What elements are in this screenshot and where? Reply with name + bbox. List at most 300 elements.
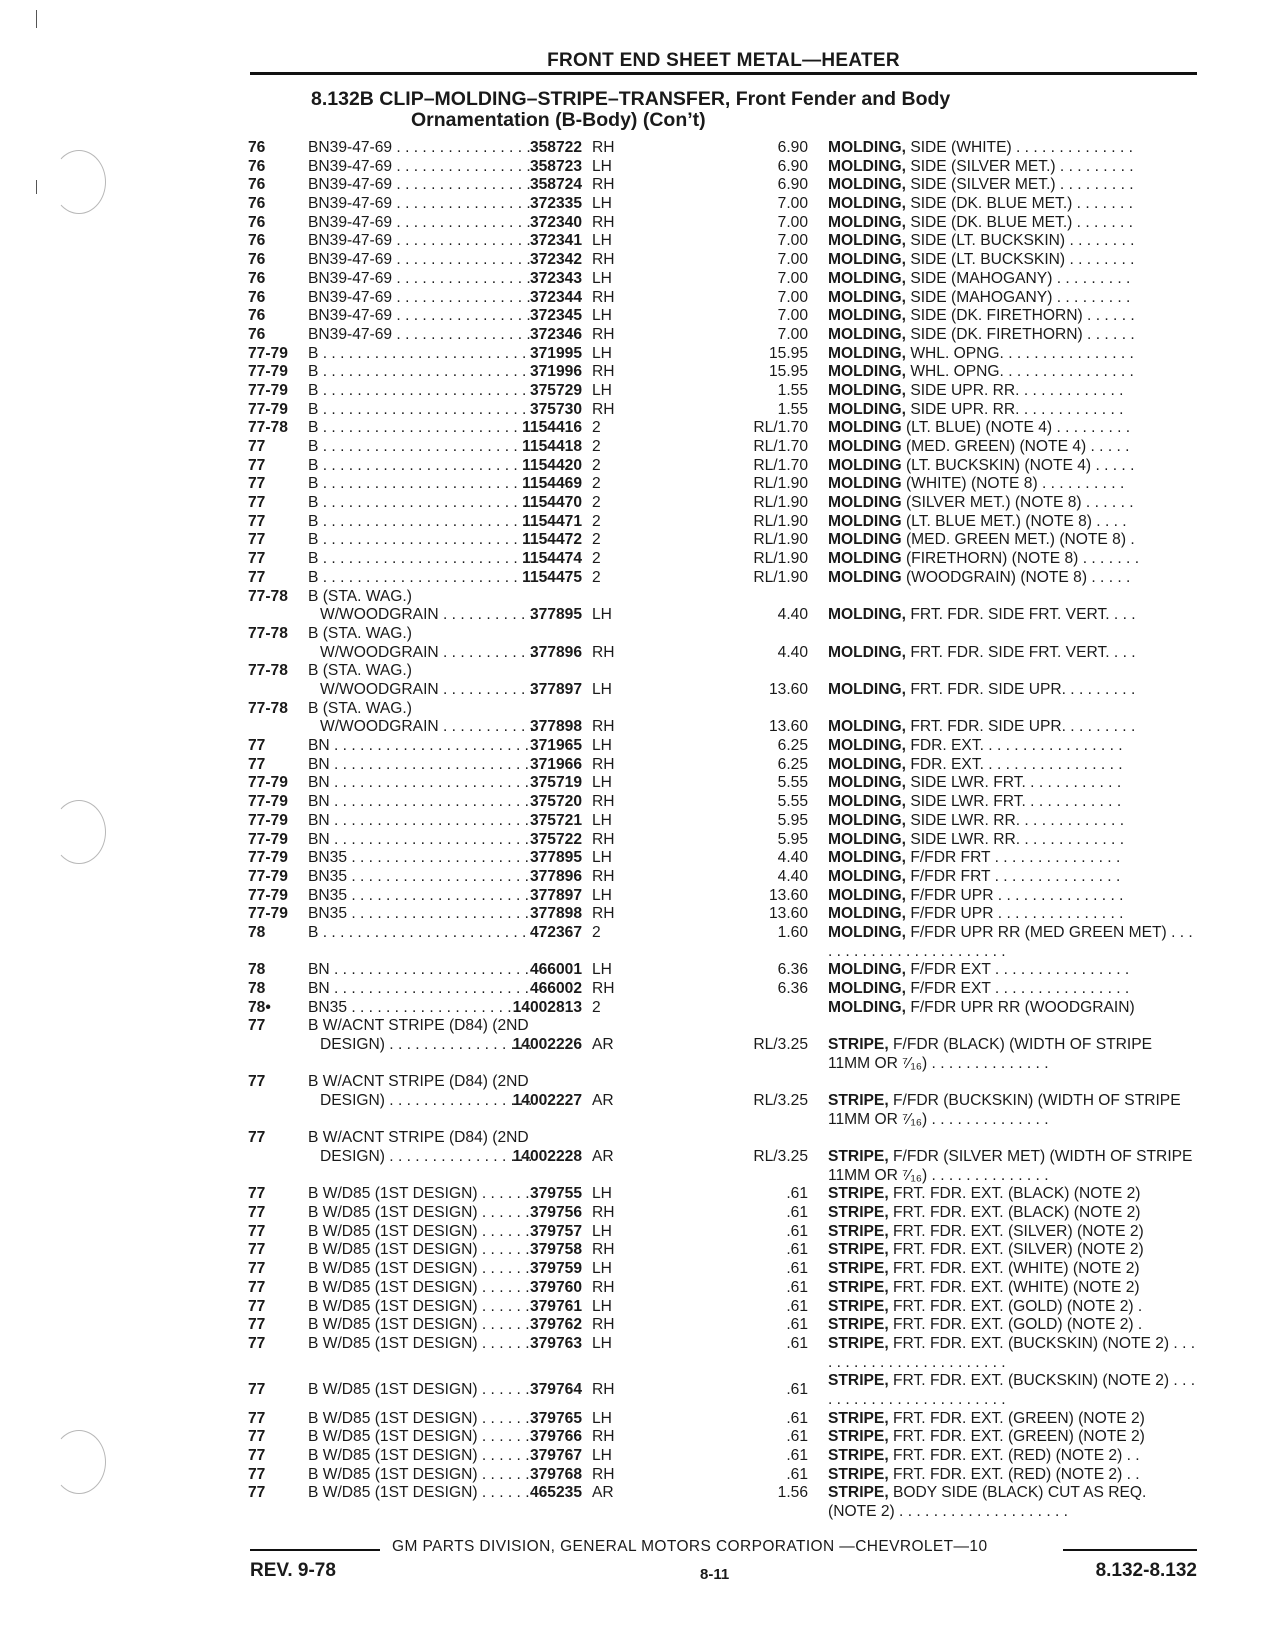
side-cell: RH <box>592 1381 615 1399</box>
item-name: STRIPE, <box>828 1428 889 1446</box>
item-name: MOLDING, <box>828 176 906 194</box>
item-description: FRT. FDR. EXT. (GOLD) (NOTE 2) . <box>893 1316 1143 1334</box>
description-cell <box>828 513 1198 532</box>
side-cell: RH <box>592 251 615 269</box>
price-cell: 7.00 <box>777 195 808 213</box>
side-cell: RH <box>592 1204 615 1222</box>
description-cell <box>828 1279 1198 1298</box>
item-description: WHL. OPNG. . . . . . . . . . . . . . . . <box>910 344 1134 362</box>
price-cell: 5.55 <box>777 793 808 811</box>
model-cell: B W/D85 (1ST DESIGN) . . . . . . <box>308 1316 530 1334</box>
year-cell: 77-79 <box>248 774 288 792</box>
part-number-cell: 375722 <box>529 830 582 848</box>
year-cell: 77 <box>248 1260 266 1278</box>
description-cell <box>828 1204 1198 1223</box>
parts-row <box>248 1316 1198 1335</box>
description-cell <box>828 868 1198 887</box>
item-name: MOLDING, <box>828 905 906 923</box>
item-description: (FIRETHORN) (NOTE 8) . . . . . . . <box>905 550 1140 568</box>
parts-row <box>248 662 1198 699</box>
model-cell: B W/D85 (1ST DESIGN) . . . . . . <box>308 1222 530 1240</box>
side-cell: RH <box>592 718 615 736</box>
price-cell: 4.40 <box>777 849 808 867</box>
part-number-cell: 375721 <box>529 811 582 829</box>
description-cell <box>828 382 1198 401</box>
model-cell: B . . . . . . . . . . . . . . . . . . . . . . . . <box>308 494 527 512</box>
price-cell: .61 <box>786 1222 808 1240</box>
item-description: SIDE (LT. BUCKSKIN) . . . . . . . . <box>910 232 1135 250</box>
item-name: MOLDING, <box>828 774 906 792</box>
side-cell: 2 <box>592 419 601 437</box>
part-number-cell: 1154475 <box>522 568 582 586</box>
description-cell <box>828 718 1198 737</box>
side-cell: LH <box>592 1260 612 1278</box>
model-cell: B . . . . . . . . . . . . . . . . . . . . . . . . <box>308 438 527 455</box>
item-description: FRT. FDR. SIDE FRT. VERT. . . . <box>910 643 1136 661</box>
item-description: FRT. FDR. EXT. (RED) (NOTE 2) . . <box>893 1447 1140 1465</box>
part-number-cell: 379756 <box>529 1204 582 1222</box>
description-cell <box>828 531 1198 550</box>
description-cell <box>828 158 1198 177</box>
side-cell: 2 <box>592 550 601 568</box>
item-description: FRT. FDR. EXT. (RED) (NOTE 2) . . <box>893 1465 1140 1483</box>
part-number-cell: 14002228 <box>512 1148 582 1166</box>
part-number-cell: 375730 <box>529 400 582 418</box>
parts-row <box>248 531 1198 550</box>
item-name: MOLDING, <box>828 643 906 661</box>
year-cell: 77 <box>248 1129 266 1147</box>
year-cell: 77-79 <box>248 363 288 381</box>
price-cell: 7.00 <box>777 232 808 250</box>
parts-row <box>248 1298 1198 1317</box>
side-cell: RH <box>592 1241 615 1259</box>
price-cell: .61 <box>786 1428 808 1446</box>
side-cell: RH <box>592 1316 615 1334</box>
description-cell <box>828 345 1198 364</box>
description-cell <box>828 1447 1198 1466</box>
parts-row <box>248 401 1198 420</box>
item-name: STRIPE, <box>828 1372 889 1390</box>
description-cell <box>828 1223 1198 1242</box>
description-cell <box>828 569 1198 588</box>
item-name: MOLDING, <box>828 269 906 287</box>
page-number: 8-11 <box>700 1566 730 1583</box>
price-cell: 7.00 <box>777 288 808 306</box>
item-name: STRIPE, <box>828 1092 889 1110</box>
model-cell: BN35 . . . . . . . . . . . . . . . . . . . . . <box>308 905 529 923</box>
description-cell <box>828 419 1198 438</box>
part-number-cell: 379766 <box>529 1428 582 1446</box>
part-number-cell: 372340 <box>529 213 582 231</box>
side-cell: LH <box>592 157 612 175</box>
model-cell: BN39-47-69 . . . . . . . . . . . . . . . . <box>308 195 531 213</box>
parts-list <box>248 139 1198 1522</box>
binder-hole <box>52 800 106 864</box>
year-cell: 77 <box>248 1381 266 1399</box>
item-description: SIDE (SILVER MET.) . . . . . . . . . <box>910 176 1134 194</box>
side-cell: LH <box>592 961 612 979</box>
part-number-cell: 379764 <box>529 1381 582 1399</box>
year-cell: 76 <box>248 251 266 269</box>
item-name: STRIPE, <box>828 1185 889 1203</box>
item-description: F/FDR UPR RR (WOODGRAIN) <box>910 998 1135 1016</box>
model-cell: B W/D85 (1ST DESIGN) . . . . . . <box>308 1204 530 1222</box>
price-cell: RL/1.70 <box>753 438 808 455</box>
header-rule <box>250 72 1197 75</box>
side-cell: RH <box>592 325 615 343</box>
model-cell: B (STA. WAG.) <box>308 587 412 605</box>
item-name: STRIPE, <box>828 1297 889 1315</box>
item-description: FRT. FDR. EXT. (BUCKSKIN) (NOTE 2) . . . . . . . . . . . . . . . . . . . . . . . . <box>828 1334 1196 1371</box>
model-cell: B . . . . . . . . . . . . . . . . . . . . . . . . <box>308 363 527 381</box>
model-cell: B . . . . . . . . . . . . . . . . . . . . . . . . <box>308 400 527 418</box>
item-name: STRIPE, <box>828 1316 889 1334</box>
model-cell-continued: W/WOODGRAIN . . . . . . . . . . . <box>320 643 534 661</box>
model-cell: B W/D85 (1ST DESIGN) . . . . . . <box>308 1484 530 1502</box>
parts-row <box>248 1428 1198 1447</box>
model-cell: B W/ACNT STRIPE (D84) (2ND <box>308 1017 529 1035</box>
item-name: MOLDING, <box>828 400 906 418</box>
model-cell: B W/D85 (1ST DESIGN) . . . . . . <box>308 1278 530 1296</box>
parts-row <box>248 270 1198 289</box>
side-cell: RH <box>592 867 615 885</box>
description-cell <box>828 1298 1198 1317</box>
side-cell: RH <box>592 643 615 661</box>
item-name: MOLDING, <box>828 923 906 941</box>
side-cell: LH <box>592 1334 612 1352</box>
side-cell: 2 <box>592 531 601 549</box>
item-description: (LT. BLUE MET.) (NOTE 8) . . . . <box>905 512 1127 530</box>
section-heading-line-1: 8.132B CLIP–MOLDING–STRIPE–TRANSFER, Front Fender and Body <box>311 88 951 110</box>
year-cell: 77 <box>248 568 266 586</box>
item-name: MOLDING, <box>828 325 906 343</box>
side-cell: LH <box>592 1185 612 1203</box>
parts-row <box>248 494 1198 513</box>
part-number-cell: 379767 <box>529 1447 582 1465</box>
item-description: F/FDR UPR . . . . . . . . . . . . . . . <box>910 905 1124 923</box>
item-name: MOLDING, <box>828 288 906 306</box>
year-cell: 77 <box>248 1204 266 1222</box>
year-cell: 77-79 <box>248 344 288 362</box>
description-cell <box>828 849 1198 868</box>
year-cell: 77-78 <box>248 419 288 437</box>
item-description: SIDE LWR. RR. . . . . . . . . . . . . <box>910 830 1125 848</box>
description-cell <box>828 550 1198 569</box>
price-cell: RL/1.90 <box>753 494 808 512</box>
item-description: SIDE UPR. RR. . . . . . . . . . . . . <box>910 381 1124 399</box>
item-name: MOLDING, <box>828 755 906 773</box>
item-description: SIDE LWR. FRT. . . . . . . . . . . . <box>910 793 1122 811</box>
page-title: FRONT END SHEET METAL—HEATER <box>547 50 900 71</box>
part-number-cell: 379755 <box>529 1185 582 1203</box>
side-cell: LH <box>592 232 612 250</box>
description-cell <box>828 494 1198 513</box>
model-cell: BN . . . . . . . . . . . . . . . . . . . . . . . <box>308 961 529 979</box>
item-description: F/FDR (SILVER MET) (WIDTH OF STRIPE 11MM OR ⁷⁄₁₆) . . . . . . . . . . . . . . <box>828 1148 1193 1184</box>
description-cell <box>828 1148 1198 1185</box>
year-cell: 77 <box>248 456 266 474</box>
part-number-cell: 377897 <box>529 680 582 698</box>
price-cell: 4.40 <box>777 606 808 624</box>
description-cell <box>828 363 1198 382</box>
model-cell-continued: DESIGN) . . . . . . . . . . . . . . . . . <box>320 1148 533 1166</box>
description-cell <box>828 905 1198 924</box>
parts-row <box>248 980 1198 999</box>
item-name: STRIPE, <box>828 1484 889 1502</box>
year-cell: 77 <box>248 550 266 568</box>
description-cell <box>828 289 1198 308</box>
year-cell: 78 <box>248 923 266 941</box>
year-cell: 77 <box>248 1241 266 1259</box>
parts-row <box>248 924 1198 961</box>
year-cell: 77 <box>248 1316 266 1334</box>
parts-row <box>248 363 1198 382</box>
year-cell: 77 <box>248 1447 266 1465</box>
model-cell: BN . . . . . . . . . . . . . . . . . . . . . . . <box>308 793 529 811</box>
price-cell: 15.95 <box>768 344 808 362</box>
item-name: STRIPE, <box>828 1148 889 1166</box>
description-cell <box>828 961 1198 980</box>
side-cell: LH <box>592 269 612 287</box>
parts-row <box>248 345 1198 364</box>
parts-row <box>248 382 1198 401</box>
item-name: MOLDING, <box>828 718 906 736</box>
item-name: MOLDING <box>828 512 902 530</box>
part-number-cell: 377896 <box>529 643 582 661</box>
footer-publisher: GM PARTS DIVISION, GENERAL MOTORS CORPORATION —CHEVROLET—10 <box>392 1538 988 1555</box>
model-cell: B . . . . . . . . . . . . . . . . . . . . . . . . <box>308 381 527 399</box>
item-description: F/FDR UPR RR (MED GREEN MET) . . . . . . . . . . . . . . . . . . . . . . . . <box>828 923 1193 960</box>
year-cell: 77 <box>248 1073 266 1091</box>
binder-hole <box>52 150 106 214</box>
model-cell: B . . . . . . . . . . . . . . . . . . . . . . . . <box>308 531 527 549</box>
price-cell: 6.25 <box>777 737 808 755</box>
item-name: MOLDING, <box>828 139 906 156</box>
model-cell: B W/D85 (1ST DESIGN) . . . . . . <box>308 1428 530 1446</box>
part-number-cell: 379762 <box>529 1316 582 1334</box>
side-cell: RH <box>592 288 615 306</box>
model-cell: BN . . . . . . . . . . . . . . . . . . . . . . . <box>308 774 529 792</box>
year-cell: 76 <box>248 288 266 306</box>
item-description: WHL. OPNG. . . . . . . . . . . . . . . . <box>910 363 1134 381</box>
year-cell: 77 <box>248 1409 266 1427</box>
year-cell: 77 <box>248 737 266 755</box>
item-description: BODY SIDE (BLACK) CUT AS REQ. (NOTE 2) . . . . . . . . . . . . . . . . . . . . <box>828 1484 1147 1521</box>
side-cell: 2 <box>592 456 601 474</box>
part-number-cell: 358722 <box>529 139 582 156</box>
part-number-cell: 372344 <box>529 288 582 306</box>
item-description: F/FDR UPR . . . . . . . . . . . . . . . <box>910 886 1124 904</box>
side-cell: 2 <box>592 923 601 941</box>
item-name: STRIPE, <box>828 1334 889 1352</box>
part-number-cell: 1154416 <box>522 419 582 437</box>
model-cell: BN35 . . . . . . . . . . . . . . . . . . . . . <box>308 849 529 867</box>
part-number-cell: 372335 <box>529 195 582 213</box>
parts-row <box>248 513 1198 532</box>
part-number-cell: 466002 <box>529 980 582 998</box>
year-cell: 77-78 <box>248 699 288 717</box>
description-cell <box>828 793 1198 812</box>
price-cell: .61 <box>786 1334 808 1352</box>
part-number-cell: 375720 <box>529 793 582 811</box>
price-cell: 7.00 <box>777 325 808 343</box>
item-description: (WOODGRAIN) (NOTE 8) . . . . . <box>905 568 1131 586</box>
price-cell: 5.95 <box>777 811 808 829</box>
part-number-cell: 466001 <box>529 961 582 979</box>
part-number-cell: 377895 <box>529 606 582 624</box>
side-cell: LH <box>592 737 612 755</box>
model-cell: B W/D85 (1ST DESIGN) . . . . . . <box>308 1297 530 1315</box>
part-number-cell: 372342 <box>529 251 582 269</box>
item-name: MOLDING, <box>828 830 906 848</box>
description-cell <box>828 756 1198 775</box>
year-cell: 78 <box>248 961 266 979</box>
model-cell: B . . . . . . . . . . . . . . . . . . . . . . . . <box>308 568 527 586</box>
section-heading <box>311 89 950 131</box>
item-name: MOLDING, <box>828 157 906 175</box>
year-cell: 77-79 <box>248 793 288 811</box>
price-cell: 4.40 <box>777 643 808 661</box>
parts-row <box>248 868 1198 887</box>
item-name: MOLDING, <box>828 998 906 1016</box>
model-cell: BN39-47-69 . . . . . . . . . . . . . . . . <box>308 325 531 343</box>
model-cell: B W/ACNT STRIPE (D84) (2ND <box>308 1073 529 1091</box>
item-description: FRT. FDR. EXT. (WHITE) (NOTE 2) <box>893 1278 1140 1296</box>
model-cell: B (STA. WAG.) <box>308 624 412 642</box>
model-cell: B W/D85 (1ST DESIGN) . . . . . . <box>308 1260 530 1278</box>
part-number-cell: 375719 <box>529 774 582 792</box>
model-cell: B W/D85 (1ST DESIGN) . . . . . . <box>308 1447 530 1465</box>
price-cell: .61 <box>786 1278 808 1296</box>
price-cell: RL/3.25 <box>753 1092 808 1110</box>
side-cell: 2 <box>592 475 601 493</box>
item-name: MOLDING, <box>828 961 906 979</box>
model-cell: BN39-47-69 . . . . . . . . . . . . . . . . <box>308 232 531 250</box>
item-name: MOLDING <box>828 494 902 512</box>
price-cell: 6.90 <box>777 157 808 175</box>
price-cell: .61 <box>786 1204 808 1222</box>
parts-row <box>248 1204 1198 1223</box>
parts-row <box>248 774 1198 793</box>
price-cell: 13.60 <box>768 886 808 904</box>
year-cell: 76 <box>248 176 266 194</box>
description-cell <box>828 251 1198 270</box>
side-cell: LH <box>592 680 612 698</box>
price-cell: RL/3.25 <box>753 1148 808 1166</box>
side-cell: LH <box>592 811 612 829</box>
description-cell <box>828 681 1198 700</box>
item-name: STRIPE, <box>828 1409 889 1427</box>
side-cell: 2 <box>592 998 601 1016</box>
description-cell <box>828 924 1198 961</box>
year-cell: 76 <box>248 325 266 343</box>
parts-row <box>248 588 1198 625</box>
side-cell: 2 <box>592 494 601 512</box>
year-cell: 77-79 <box>248 811 288 829</box>
part-number-cell: 14002813 <box>512 998 582 1016</box>
parts-row <box>248 1279 1198 1298</box>
parts-row <box>248 961 1198 980</box>
item-description: SIDE (WHITE) . . . . . . . . . . . . . . <box>910 139 1133 156</box>
item-name: STRIPE, <box>828 1260 889 1278</box>
item-description: FDR. EXT. . . . . . . . . . . . . . . . . <box>910 755 1123 773</box>
item-description: (LT. BLUE) (NOTE 4) . . . . . . . . . <box>905 419 1131 437</box>
item-name: MOLDING, <box>828 213 906 231</box>
model-cell: BN39-47-69 . . . . . . . . . . . . . . . . <box>308 157 531 175</box>
item-name: STRIPE, <box>828 1222 889 1240</box>
description-cell <box>828 1036 1198 1073</box>
item-description: (MED. GREEN) (NOTE 4) . . . . . <box>905 438 1130 455</box>
item-name: MOLDING, <box>828 344 906 362</box>
item-description: FRT. FDR. EXT. (GREEN) (NOTE 2) <box>893 1409 1145 1427</box>
item-description: FRT. FDR. EXT. (SILVER) (NOTE 2) <box>893 1222 1144 1240</box>
model-cell: BN35 . . . . . . . . . . . . . . . . . . . . . <box>308 886 529 904</box>
part-number-cell: 14002226 <box>512 1036 582 1054</box>
price-cell: 1.56 <box>777 1484 808 1502</box>
part-number-cell: 372341 <box>529 232 582 250</box>
model-cell: B . . . . . . . . . . . . . . . . . . . . . . . . <box>308 923 527 941</box>
side-cell: AR <box>592 1092 614 1110</box>
parts-row <box>248 307 1198 326</box>
model-cell: B W/D85 (1ST DESIGN) . . . . . . <box>308 1409 530 1427</box>
footer-rule <box>250 1549 380 1551</box>
parts-row <box>248 475 1198 494</box>
description-cell <box>828 1484 1198 1521</box>
item-name: MOLDING, <box>828 849 906 867</box>
model-cell: BN39-47-69 . . . . . . . . . . . . . . . . <box>308 251 531 269</box>
description-cell <box>828 1466 1198 1485</box>
item-description: (SILVER MET.) (NOTE 8) . . . . . . <box>905 494 1134 512</box>
item-description: FDR. EXT. . . . . . . . . . . . . . . . . <box>910 737 1123 755</box>
parts-row <box>248 793 1198 812</box>
model-cell-continued: DESIGN) . . . . . . . . . . . . . . . . . <box>320 1092 533 1110</box>
model-cell: B W/D85 (1ST DESIGN) . . . . . . <box>308 1334 530 1352</box>
parts-row <box>248 550 1198 569</box>
side-cell: RH <box>592 755 615 773</box>
item-name: MOLDING, <box>828 606 906 624</box>
part-number-cell: 1154471 <box>522 512 582 530</box>
item-description: (WHITE) (NOTE 8) . . . . . . . . . . <box>905 475 1125 493</box>
price-cell: 6.25 <box>777 755 808 773</box>
item-description: F/FDR FRT . . . . . . . . . . . . . . . <box>910 867 1121 885</box>
parts-row <box>248 251 1198 270</box>
year-cell: 77 <box>248 1465 266 1483</box>
year-cell: 77 <box>248 755 266 773</box>
item-description: F/FDR (BLACK) (WIDTH OF STRIPE 11MM OR ⁷⁄₁₆) . . . . . . . . . . . . . . <box>828 1036 1153 1072</box>
year-cell: 78• <box>248 998 271 1016</box>
side-cell: RH <box>592 905 615 923</box>
description-cell <box>828 438 1198 457</box>
side-cell: LH <box>592 344 612 362</box>
item-description: FRT. FDR. EXT. (WHITE) (NOTE 2) <box>893 1260 1140 1278</box>
part-number-cell: 375729 <box>529 381 582 399</box>
edge-mark <box>36 180 37 194</box>
side-cell: 2 <box>592 568 601 586</box>
parts-row <box>248 419 1198 438</box>
edge-mark <box>36 10 37 28</box>
item-name: STRIPE, <box>828 1241 889 1259</box>
part-number-cell: 372343 <box>529 269 582 287</box>
part-number-cell: 377898 <box>529 718 582 736</box>
item-name: MOLDING, <box>828 867 906 885</box>
price-cell: 6.90 <box>777 139 808 156</box>
year-cell: 77-79 <box>248 886 288 904</box>
part-number-cell: 372346 <box>529 325 582 343</box>
description-cell <box>828 1372 1198 1409</box>
parts-row <box>248 214 1198 233</box>
price-cell: 13.60 <box>768 718 808 736</box>
parts-row <box>248 1410 1198 1429</box>
